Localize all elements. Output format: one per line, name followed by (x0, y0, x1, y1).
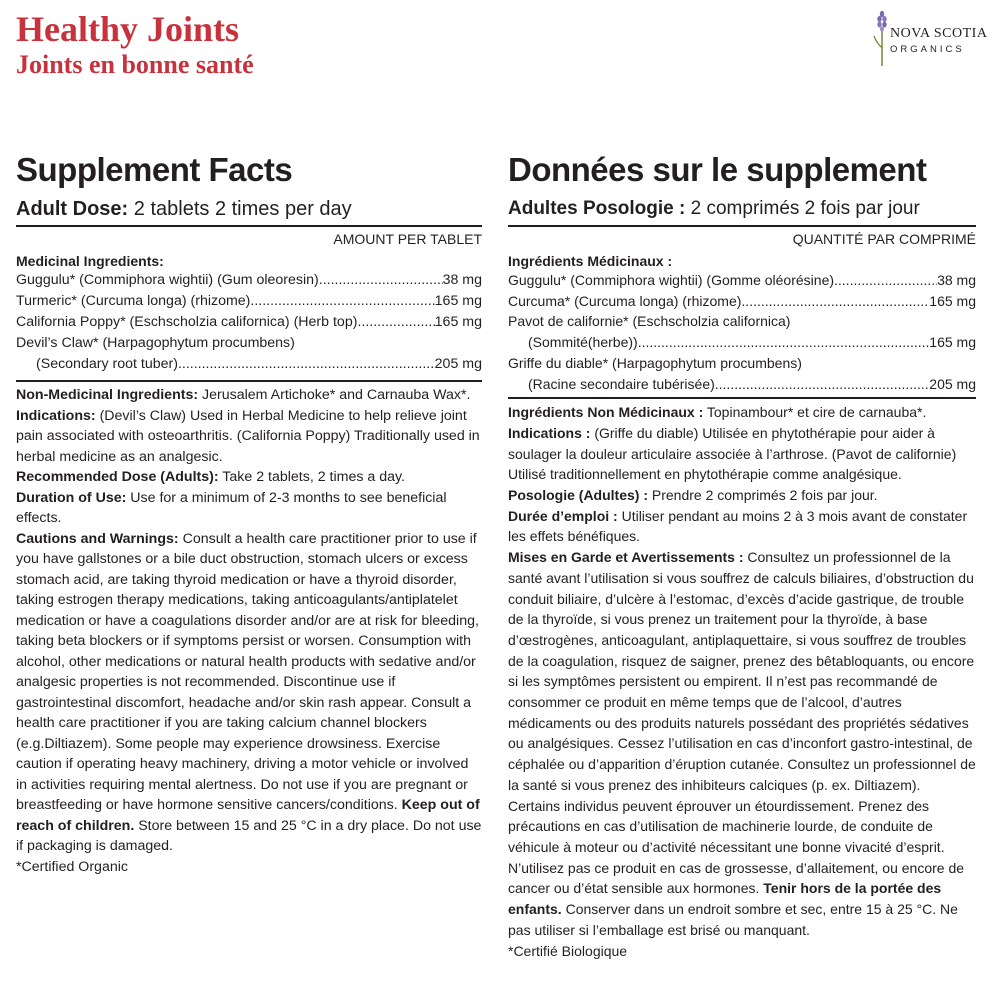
divider (16, 225, 482, 227)
supplement-facts-fr (508, 150, 976, 961)
ingredient-part: (Racine secondaire tubérisée) (528, 375, 715, 392)
brand-logo (862, 8, 990, 68)
storage-text: Store between 15 and 25 °C in a dry place. Do not use if packaging is damaged. (16, 817, 482, 854)
leader-dots (250, 291, 434, 312)
recommended-dose-text: Take 2 tablets, 2 times a day. (218, 469, 405, 485)
ingredient-part: (Secondary root tuber) (36, 356, 178, 372)
ingredient-row (508, 291, 976, 312)
adult-dose (508, 196, 976, 222)
section-heading: Données sur le supplement (508, 151, 927, 188)
amount-header: AMOUNT PER TABLET (333, 231, 482, 247)
adult-dose (16, 196, 482, 222)
ingredient-amount: 165 mg (434, 314, 482, 330)
storage-text: Conserver dans un endroit sombre et sec, entre 15 à 25 °C. Ne pas utiliser si l’emballage est brisé ou manquant. (508, 901, 958, 938)
ingredient-part: (Sommité(herbe)) (528, 334, 638, 351)
leader-dots (741, 291, 929, 312)
leader-dots (834, 270, 937, 291)
leader-dots (178, 354, 435, 375)
ingredient-row (16, 354, 482, 375)
indications-text: (Devil’s Claw) Used in Herbal Medicine to help relieve joint pain associated with osteoarthritis. (California Poppy) Traditionally used in herbal medicine as an analgesic. (16, 407, 480, 465)
cautions-text: Consultez un professionnel de la santé avant l’utilisation si vous souffrez de calculs biliaires, d’obstruction du conduit biliaire, d’ulcère à l’estomac, d’excès d’acide gastrique, de trouble de la thyroïde, si vous prenez un traitement pour la thyroïde, à base d’œstrogènes, anticoagulant, antiplaquettaire, si vous souffrez de troubles de la coagulation, risquez de saigner, prenez des bêtabloquants, ou encore si les symptômes persistent ou empirent. Il n’est pas recommandé de consommer ce produit en même temps que de l’alcool, d’autres médicaments ou des produits naturels possédant des propriétés sédatives ou analgésiques. Cessez l’utilisation en cas d’inconfort gastro-intestinal, de céphalée ou d’apparition d’éruption cutanée. Consultez un professionnel de la santé si vous prenez des inhibiteurs calciques (p. ex. Diltiazem). Certains individus peuvent éprouver un étourdissement. Prenez des précautions en cas d’utilisation de machinerie lourde, de conduite de véhicule à moteur ou d’activité nécessitant une bonne vivacité d’esprit. N’utilisez pas ce produit en cas de grossesse, d’allaitement, ou encore de cancer ou d’état sensible aux hormones. (508, 549, 976, 897)
certified-note: *Certifié Biologique (508, 942, 628, 959)
non-medicinal (508, 402, 976, 423)
duration-label: Duration of Use: (16, 489, 127, 506)
ingredient-name: Devil’s Claw* (Harpagophytum procumbens) (16, 335, 295, 351)
duration-text: Use for a minimum of 2-3 months to see beneficial effects. (16, 489, 447, 526)
ingredient-row (16, 291, 482, 312)
non-medicinal (16, 385, 482, 406)
cautions-warnings (16, 529, 482, 857)
product-title-fr: Joints en bonne santé (16, 50, 254, 79)
certified-note: *Certified Organic (16, 858, 128, 875)
dose-label: Adult Dose: (16, 198, 129, 220)
medicinal-title: Ingrédients Médicinaux : (508, 253, 673, 269)
ingredient-amount: 38 mg (937, 272, 976, 288)
recommended-dose-label: Recommended Dose (Adults): (16, 469, 219, 485)
recommended-dose-label: Posologie (Adultes) : (508, 487, 648, 504)
divider (508, 397, 976, 399)
ingredient-name: Turmeric* (Curcuma longa) (rhizome) (16, 293, 251, 309)
cautions-label: Cautions and Warnings: (16, 530, 179, 547)
product-title-en: Healthy Joints (16, 9, 240, 49)
duration-of-use (508, 506, 976, 547)
ingredient-row (508, 332, 976, 353)
ingredient-amount: 165 mg (929, 334, 976, 351)
ingredient-name: Pavot de californie* (Eschscholzia californica) (508, 313, 791, 330)
medicinal-title: Medicinal Ingredients: (16, 253, 164, 269)
ingredient-row (508, 270, 976, 291)
keep-out-warning: Keep out of reach of children. (16, 797, 480, 834)
ingredient-name: Guggulu* (Commiphora wightii) (Gomme oléorésine) (508, 272, 835, 288)
dose-label: Adultes Posologie : (508, 198, 686, 219)
dose-value: 2 tablets 2 times per day (128, 198, 352, 220)
recommended-dose-text: Prendre 2 comprimés 2 fois par jour. (648, 487, 878, 504)
ingredient-amount: 205 mg (434, 356, 482, 372)
dose-value: 2 comprimés 2 fois par jour (685, 198, 920, 219)
duration-label: Durée d’emploi : (508, 507, 618, 524)
cautions-text: Consult a health care practitioner prior to use if you have gallstones or a bile duct obstruction, stomach ulcers or excess stomach acid, are taking thyroid medication or have a thyroid disorder, taking estrogen therapy medications, taking anticoagulants/antiplatelet medication or have a coagulations disorder and/or are at risk for bleeding, taking beta blockers or if symptoms persist or worsen. Consumption with alcohol, other medications or natural health products with sedative and/or analgesic properties is not recommended. Discontinue use if gastrointestinal discomfort, headache and/or skin rash appear. Consult a health care practitioner if you are taking calcium channel blockers (e.g.Diltiazem). Some people may experience drowsiness. Exercise caution if operating heavy machinery, driving a motor vehicle or involved in activities requiring mental alertness. Do not use if you are pregnant or breastfeeding or have hormone sensitive cancers/conditions. (16, 530, 479, 813)
ingredient-row (508, 374, 976, 395)
indications (508, 423, 976, 485)
duration-text: Utiliser pendant au moins 2 à 3 mois avant de constater les effets bénéfiques. (508, 507, 968, 545)
ingredient-row (16, 312, 482, 333)
divider (508, 225, 976, 227)
indications (16, 406, 482, 468)
ingredient-amount: 165 mg (929, 292, 976, 309)
ingredient-amount: 165 mg (434, 293, 482, 309)
cautions-label: Mises en Garde et Avertissements : (508, 549, 744, 566)
indications-label: Indications: (16, 407, 96, 424)
logo-brand-name: NOVA SCOTIA (890, 26, 988, 41)
leader-dots (319, 270, 443, 291)
section-heading: Supplement Facts (16, 151, 293, 188)
ingredient-amount: 205 mg (929, 375, 976, 392)
cautions-warnings (508, 547, 976, 940)
leader-dots (357, 312, 434, 333)
recommended-dose (508, 485, 976, 506)
ingredient-amount: 38 mg (442, 272, 482, 288)
indications-text: (Griffe du diable) Utilisée en phytothérapie pour aider à soulager la douleur articulaire associée à l’arthrose. (Pavot de californie) Utilisé traditionnellement en phytothérapie comme analgésique. (508, 424, 957, 483)
supplement-facts-en (16, 150, 482, 877)
keep-out-warning: Tenir hors de la portée des enfants. (508, 880, 942, 918)
duration-of-use (16, 488, 482, 529)
indications-label: Indications : (508, 424, 591, 441)
amount-header: QUANTITÉ PAR COMPRIMÉ (792, 231, 976, 247)
leader-dots (715, 374, 930, 395)
leader-dots (638, 332, 930, 353)
divider (16, 380, 482, 382)
ingredient-name: Guggulu* (Commiphora wightii) (Gum oleoresin) (16, 272, 319, 288)
lavender-icon (862, 8, 892, 68)
ingredient-row (16, 270, 482, 291)
recommended-dose (16, 467, 482, 488)
logo-brand-subtitle: ORGANICS (890, 44, 965, 55)
non-medicinal-text: Jerusalem Artichoke* and Carnauba Wax*. (198, 387, 471, 403)
ingredient-name: California Poppy* (Eschscholzia californica) (Herb top) (16, 314, 358, 330)
ingredient-name: Curcuma* (Curcuma longa) (rhizome) (508, 292, 742, 309)
non-medicinal-label: Ingrédients Non Médicinaux : (508, 404, 704, 421)
non-medicinal-label: Non-Medicinal Ingredients: (16, 387, 199, 403)
non-medicinal-text: Topinambour* et cire de carnauba*. (703, 404, 927, 421)
ingredient-name: Griffe du diable* (Harpagophytum procumbens) (508, 354, 802, 371)
